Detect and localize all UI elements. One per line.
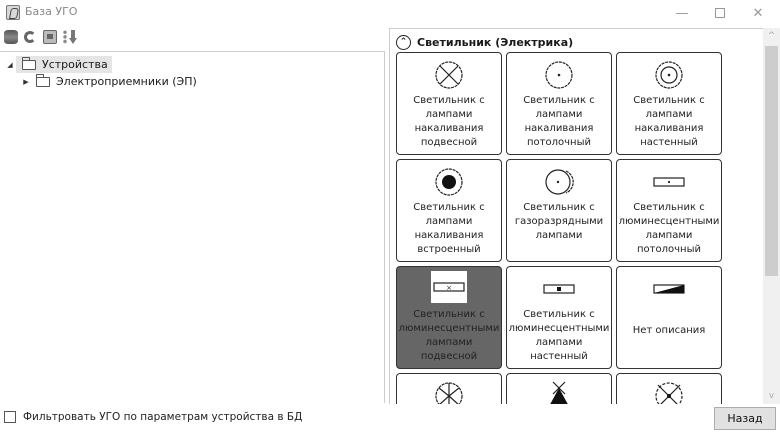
group-header[interactable] bbox=[396, 33, 573, 51]
tile-label-line: потолочный bbox=[527, 137, 591, 148]
tile-label bbox=[507, 308, 611, 364]
tile-label bbox=[507, 94, 611, 150]
symbol-tile[interactable] bbox=[506, 373, 612, 404]
tile-label-line: настенный bbox=[530, 351, 588, 362]
tile-label-line: подвесной bbox=[420, 351, 478, 362]
symbol-tile[interactable] bbox=[396, 266, 502, 369]
tree-item-label: Электроприемники (ЭП) bbox=[56, 75, 197, 88]
database-icon[interactable] bbox=[4, 30, 18, 44]
tile-label-line: настенный bbox=[640, 137, 698, 148]
filter-option[interactable] bbox=[4, 411, 302, 423]
circle-x-dot-symbol-icon bbox=[649, 380, 689, 404]
filter-checkbox[interactable] bbox=[4, 411, 16, 423]
close-button[interactable]: ✕ bbox=[752, 5, 764, 21]
folder-icon bbox=[22, 60, 36, 70]
tile-label-line: накаливания bbox=[634, 123, 704, 134]
image-icon[interactable] bbox=[43, 30, 57, 44]
collapse-group-icon[interactable]: ⌃ bbox=[396, 35, 411, 50]
tile-label bbox=[397, 94, 501, 150]
window-title: База УГО bbox=[25, 5, 78, 18]
double-circle-dot-symbol-icon bbox=[649, 59, 689, 91]
tile-label-line: Светильник с bbox=[523, 95, 595, 106]
tile-label-line: лампами bbox=[535, 230, 583, 241]
tile-label-line: лампами bbox=[425, 109, 473, 120]
tile-label-line: лампами bbox=[645, 230, 693, 241]
rect-cross-symbol-icon bbox=[429, 270, 469, 304]
toolbar bbox=[0, 28, 385, 48]
symbol-tile[interactable] bbox=[616, 159, 722, 262]
tile-label-line: накаливания bbox=[414, 123, 484, 134]
title-bar bbox=[0, 0, 780, 26]
circle-cross-symbol-icon bbox=[429, 59, 469, 91]
tile-label bbox=[507, 201, 611, 243]
refresh-icon[interactable] bbox=[23, 30, 37, 44]
tile-label-line: люминесцентными bbox=[508, 323, 610, 334]
tree-item-devices[interactable] bbox=[4, 56, 112, 73]
symbol-tile[interactable] bbox=[616, 266, 722, 369]
folder-icon bbox=[36, 77, 50, 87]
tile-label-line: Светильник с bbox=[633, 95, 705, 106]
tile-label-line: накаливания bbox=[414, 230, 484, 241]
symbol-tile[interactable] bbox=[616, 373, 722, 404]
tree-item-label: Устройства bbox=[42, 58, 108, 71]
circle-crescent-symbol-icon bbox=[539, 166, 579, 198]
tile-label bbox=[617, 324, 721, 338]
tile-label-line: подвесной bbox=[420, 137, 478, 148]
circle-spokes-symbol-icon bbox=[429, 380, 469, 404]
expand-arrow-icon[interactable]: ▶ bbox=[23, 77, 29, 86]
tile-label-line: Светильник с bbox=[413, 95, 485, 106]
group-title: Светильник (Электрика) bbox=[417, 35, 574, 49]
tile-label bbox=[617, 201, 721, 257]
collapse-arrow-icon[interactable]: ◢ bbox=[7, 60, 13, 69]
circle-filled-symbol-icon bbox=[429, 166, 469, 198]
app-icon bbox=[6, 5, 20, 20]
scroll-thumb[interactable] bbox=[765, 46, 778, 276]
tile-label-line: лампами bbox=[535, 337, 583, 348]
tile-label-line: лампами bbox=[425, 216, 473, 227]
tile-label-line: лампами bbox=[425, 337, 473, 348]
tile-label-line: люминесцентными bbox=[618, 216, 720, 227]
symbol-tile[interactable] bbox=[396, 373, 502, 404]
rect-wedge-symbol-icon bbox=[649, 273, 689, 305]
tile-label-line: Светильник с bbox=[523, 202, 595, 213]
symbol-tile[interactable] bbox=[396, 159, 502, 262]
tile-label-line: Светильник с bbox=[413, 309, 485, 320]
tile-label-line: Светильник с bbox=[633, 202, 705, 213]
back-button[interactable]: Назад bbox=[714, 407, 776, 430]
svg-text:×: × bbox=[446, 284, 452, 292]
symbol-tile[interactable] bbox=[506, 159, 612, 262]
tile-label-line: лампами bbox=[535, 109, 583, 120]
tile-label-line: Светильник с bbox=[413, 202, 485, 213]
minimize-button[interactable]: — bbox=[675, 5, 689, 21]
gallery-scrollbar[interactable] bbox=[763, 28, 780, 404]
rect-dot-symbol-icon bbox=[649, 166, 689, 198]
tile-label-line: лампами bbox=[645, 109, 693, 120]
tile-label-line: Нет описания bbox=[632, 325, 706, 336]
maximize-icon bbox=[715, 8, 725, 18]
symbol-tile[interactable] bbox=[506, 266, 612, 369]
tile-label bbox=[397, 201, 501, 257]
rect-square-symbol-icon bbox=[539, 273, 579, 305]
circle-dot-symbol-icon bbox=[539, 59, 579, 91]
scroll-up-button[interactable]: ^ bbox=[767, 31, 776, 41]
tile-label-line: Светильник с bbox=[523, 309, 595, 320]
tile-label-line: газоразрядными bbox=[514, 216, 604, 227]
tile-label-line: накаливания bbox=[524, 123, 594, 134]
tile-label bbox=[397, 308, 501, 364]
tile-label-line: встроенный bbox=[417, 244, 481, 255]
maximize-button[interactable] bbox=[704, 0, 736, 26]
device-tree bbox=[0, 51, 385, 403]
symbol-tile[interactable] bbox=[616, 52, 722, 155]
symbol-tile[interactable] bbox=[506, 52, 612, 155]
symbol-tile[interactable] bbox=[396, 52, 502, 155]
scroll-down-button[interactable]: v bbox=[768, 391, 775, 401]
tile-label-line: потолочный bbox=[637, 244, 701, 255]
tree-item-power-receivers[interactable] bbox=[20, 73, 197, 90]
tile-label bbox=[617, 94, 721, 150]
triangle-filled-symbol-icon bbox=[539, 380, 579, 404]
symbol-gallery bbox=[389, 28, 780, 404]
tile-label-line: люминесцентными bbox=[398, 323, 500, 334]
filter-label: Фильтровать УГО по параметрам устройства в БД bbox=[23, 411, 303, 423]
sort-down-icon[interactable] bbox=[63, 30, 77, 44]
